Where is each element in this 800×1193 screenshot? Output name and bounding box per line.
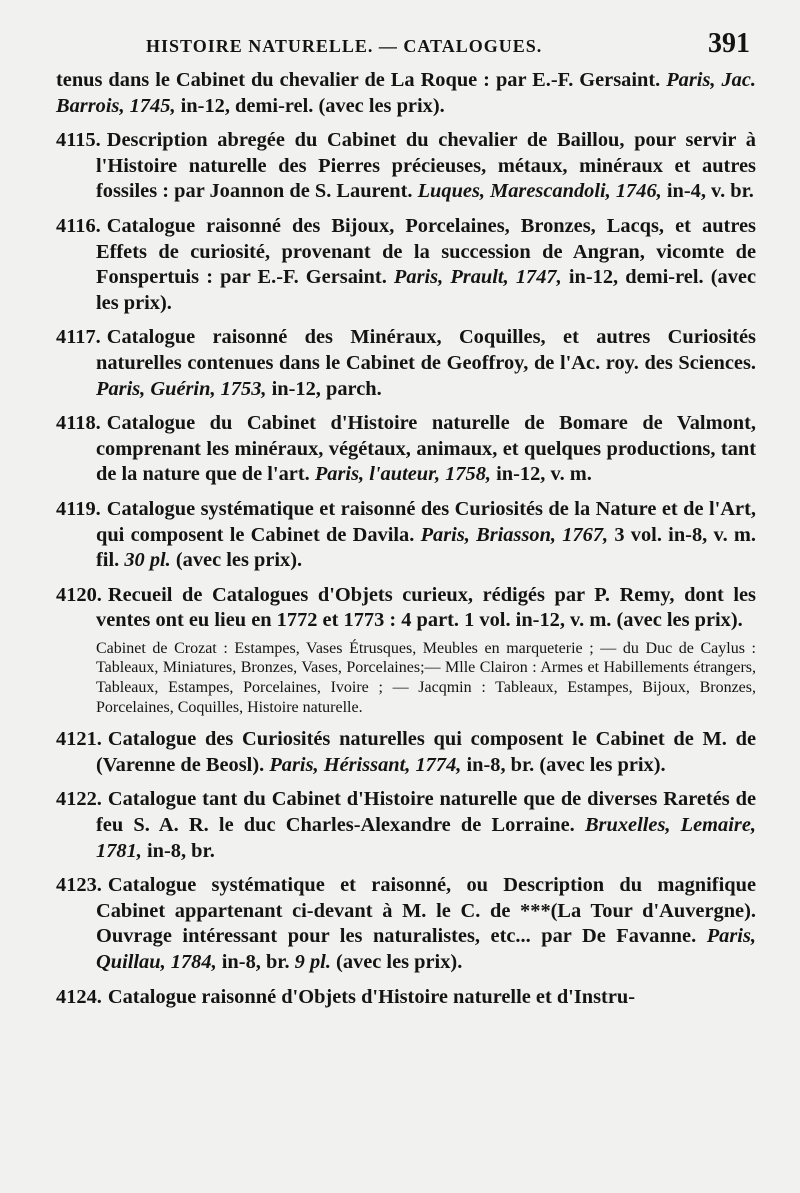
entry-text: Catalogue raisonné des Minéraux, Coquilles, et autres Curiosités naturelles contenues dans le Cabinet de Geoffroy, de l'Ac. roy. des Sciences. xyxy=(96,326,756,374)
entry-plates: 9 pl. xyxy=(294,951,331,973)
entry-4120 xyxy=(56,583,756,634)
entry-4120-note: Cabinet de Crozat : Estampes, Vases Étrusques, Meubles en marqueterie ; — du Duc de Caylus : Tableaux, Miniatures, Bronzes, Vases, Porcelaines;— Mlle Clairon : Armes et Habillements étrangers, Tableaux, Estampes, Porcelaines, Ivoire ; — Jacqmin : Tableaux, Estampes, Bijoux, Bronzes, Porcelaines, Coquilles, Histoire naturelle. xyxy=(96,639,756,716)
entry-rest-tail: (avec les prix). xyxy=(330,951,463,973)
entry-text: Description abregée du Cabinet du chevalier de Baillou, pour servir à l'Histoire naturelle des Pierres précieuses, métaux, minéraux et autres fossiles : par Joannon de S. Laurent. xyxy=(96,129,756,203)
entry-text: Catalogue raisonné d'Objets d'Histoire naturelle et d'Instru- xyxy=(107,985,636,1008)
entry-rest: 3 vol. in-8, v. m. fil. xyxy=(96,523,756,572)
entry-imprint: Paris, l'auteur, 1758, xyxy=(314,463,492,486)
entry-text: tenus dans le Cabinet du chevalier de La Roque : par E.-F. Gersaint. xyxy=(56,69,667,91)
entry-rest: in-12, parch. xyxy=(266,377,382,400)
entry-number: 4116. xyxy=(56,214,101,237)
entry-4121 xyxy=(56,727,756,778)
entry-imprint: Paris, Prault, 1747, xyxy=(393,266,562,289)
entry-text: Catalogue des Curiosités naturelles qui composent le Cabinet de M. de (Varenne de Beosl). xyxy=(96,728,756,776)
entry-number: 4119. xyxy=(56,497,101,520)
entry-4117 xyxy=(56,325,756,402)
entry-imprint: Bruxelles, Lemaire, 1781, xyxy=(96,814,756,862)
catalogue-entries xyxy=(56,68,756,1010)
entry-number: 4117. xyxy=(56,326,101,349)
entry-imprint: Paris, Briasson, 1767, xyxy=(420,523,609,546)
entry-rest: in-8, br. xyxy=(141,839,215,862)
entry-4116 xyxy=(56,214,756,316)
page-header xyxy=(56,28,756,60)
entry-number: 4121. xyxy=(56,728,102,751)
entry-imprint: Paris, Guérin, 1753, xyxy=(96,377,267,400)
entry-rest: in-12, v. m. xyxy=(491,463,592,486)
entry-4119 xyxy=(56,497,756,574)
entry-text: Catalogue systématique et raisonné des Curiosités de la Nature et de l'Art, qui composent le Cabinet de Davila. xyxy=(96,497,756,546)
entry-rest-tail: (avec les prix). xyxy=(170,549,303,572)
running-head: HISTOIRE NATURELLE. — CATALOGUES. xyxy=(146,36,543,56)
entry-text: Catalogue raisonné des Bijoux, Porcelaines, Bronzes, Lacqs, et autres Effets de curiosité, provenant de la succession de Angran, vicomte de Fonspertuis : par E.-F. Gersaint. xyxy=(96,214,756,289)
continued-entry xyxy=(56,68,756,119)
entry-4123 xyxy=(56,873,756,975)
entry-imprint: Paris, Jac. Barrois, 1745, xyxy=(56,69,757,117)
entry-number: 4122. xyxy=(56,788,102,811)
entry-4122 xyxy=(56,787,756,864)
entry-number: 4115. xyxy=(56,129,101,152)
entry-imprint: Paris, Quillau, 1784, xyxy=(96,925,756,973)
page-number: 391 xyxy=(708,28,750,59)
entry-rest: in-12, demi-rel. (avec les prix). xyxy=(175,94,445,117)
entry-imprint: Paris, Hérissant, 1774, xyxy=(269,753,462,776)
entry-text: Catalogue tant du Cabinet d'Histoire naturelle que de diverses Raretés de feu S. A. R. le duc Charles-Alexandre de Lorraine. xyxy=(96,788,756,837)
entry-text: Catalogue du Cabinet d'Histoire naturelle de Bomare de Valmont, comprenant les minéraux, végétaux, animaux, et quelques productions, tant de la nature que de l'art. xyxy=(96,412,756,486)
entry-number: 4120. xyxy=(56,583,102,606)
entry-4118 xyxy=(56,411,756,488)
entry-rest: in-8, br. (avec les prix). xyxy=(461,753,666,776)
entry-number: 4118. xyxy=(56,412,101,435)
entry-plates: 30 pl. xyxy=(124,549,171,572)
entry-rest: in-8, br. xyxy=(216,951,295,973)
entry-imprint: Luques, Marescandoli, 1746, xyxy=(417,180,662,203)
entry-rest: in-12, demi-rel. (avec les prix). xyxy=(96,266,756,314)
entry-text: Recueil de Catalogues d'Objets curieux, rédigés par P. Remy, dont les ventes ont eu lieu en 1772 et 1773 : 4 part. 1 vol. in-12, v. m. (avec les prix). xyxy=(96,583,756,632)
entry-4124 xyxy=(56,985,756,1011)
entry-rest: in-4, v. br. xyxy=(661,180,754,203)
entry-number: 4123. xyxy=(56,874,102,897)
entry-number: 4124. xyxy=(56,985,102,1008)
entry-4115 xyxy=(56,128,756,205)
entry-text: Catalogue systématique et raisonné, ou Description du magnifique Cabinet appartenant ci-devant à M. le C. de ***(La Tour d'Auvergne). Ouvrage intéressant pour les naturalistes, etc... par De Favanne. xyxy=(96,874,756,948)
